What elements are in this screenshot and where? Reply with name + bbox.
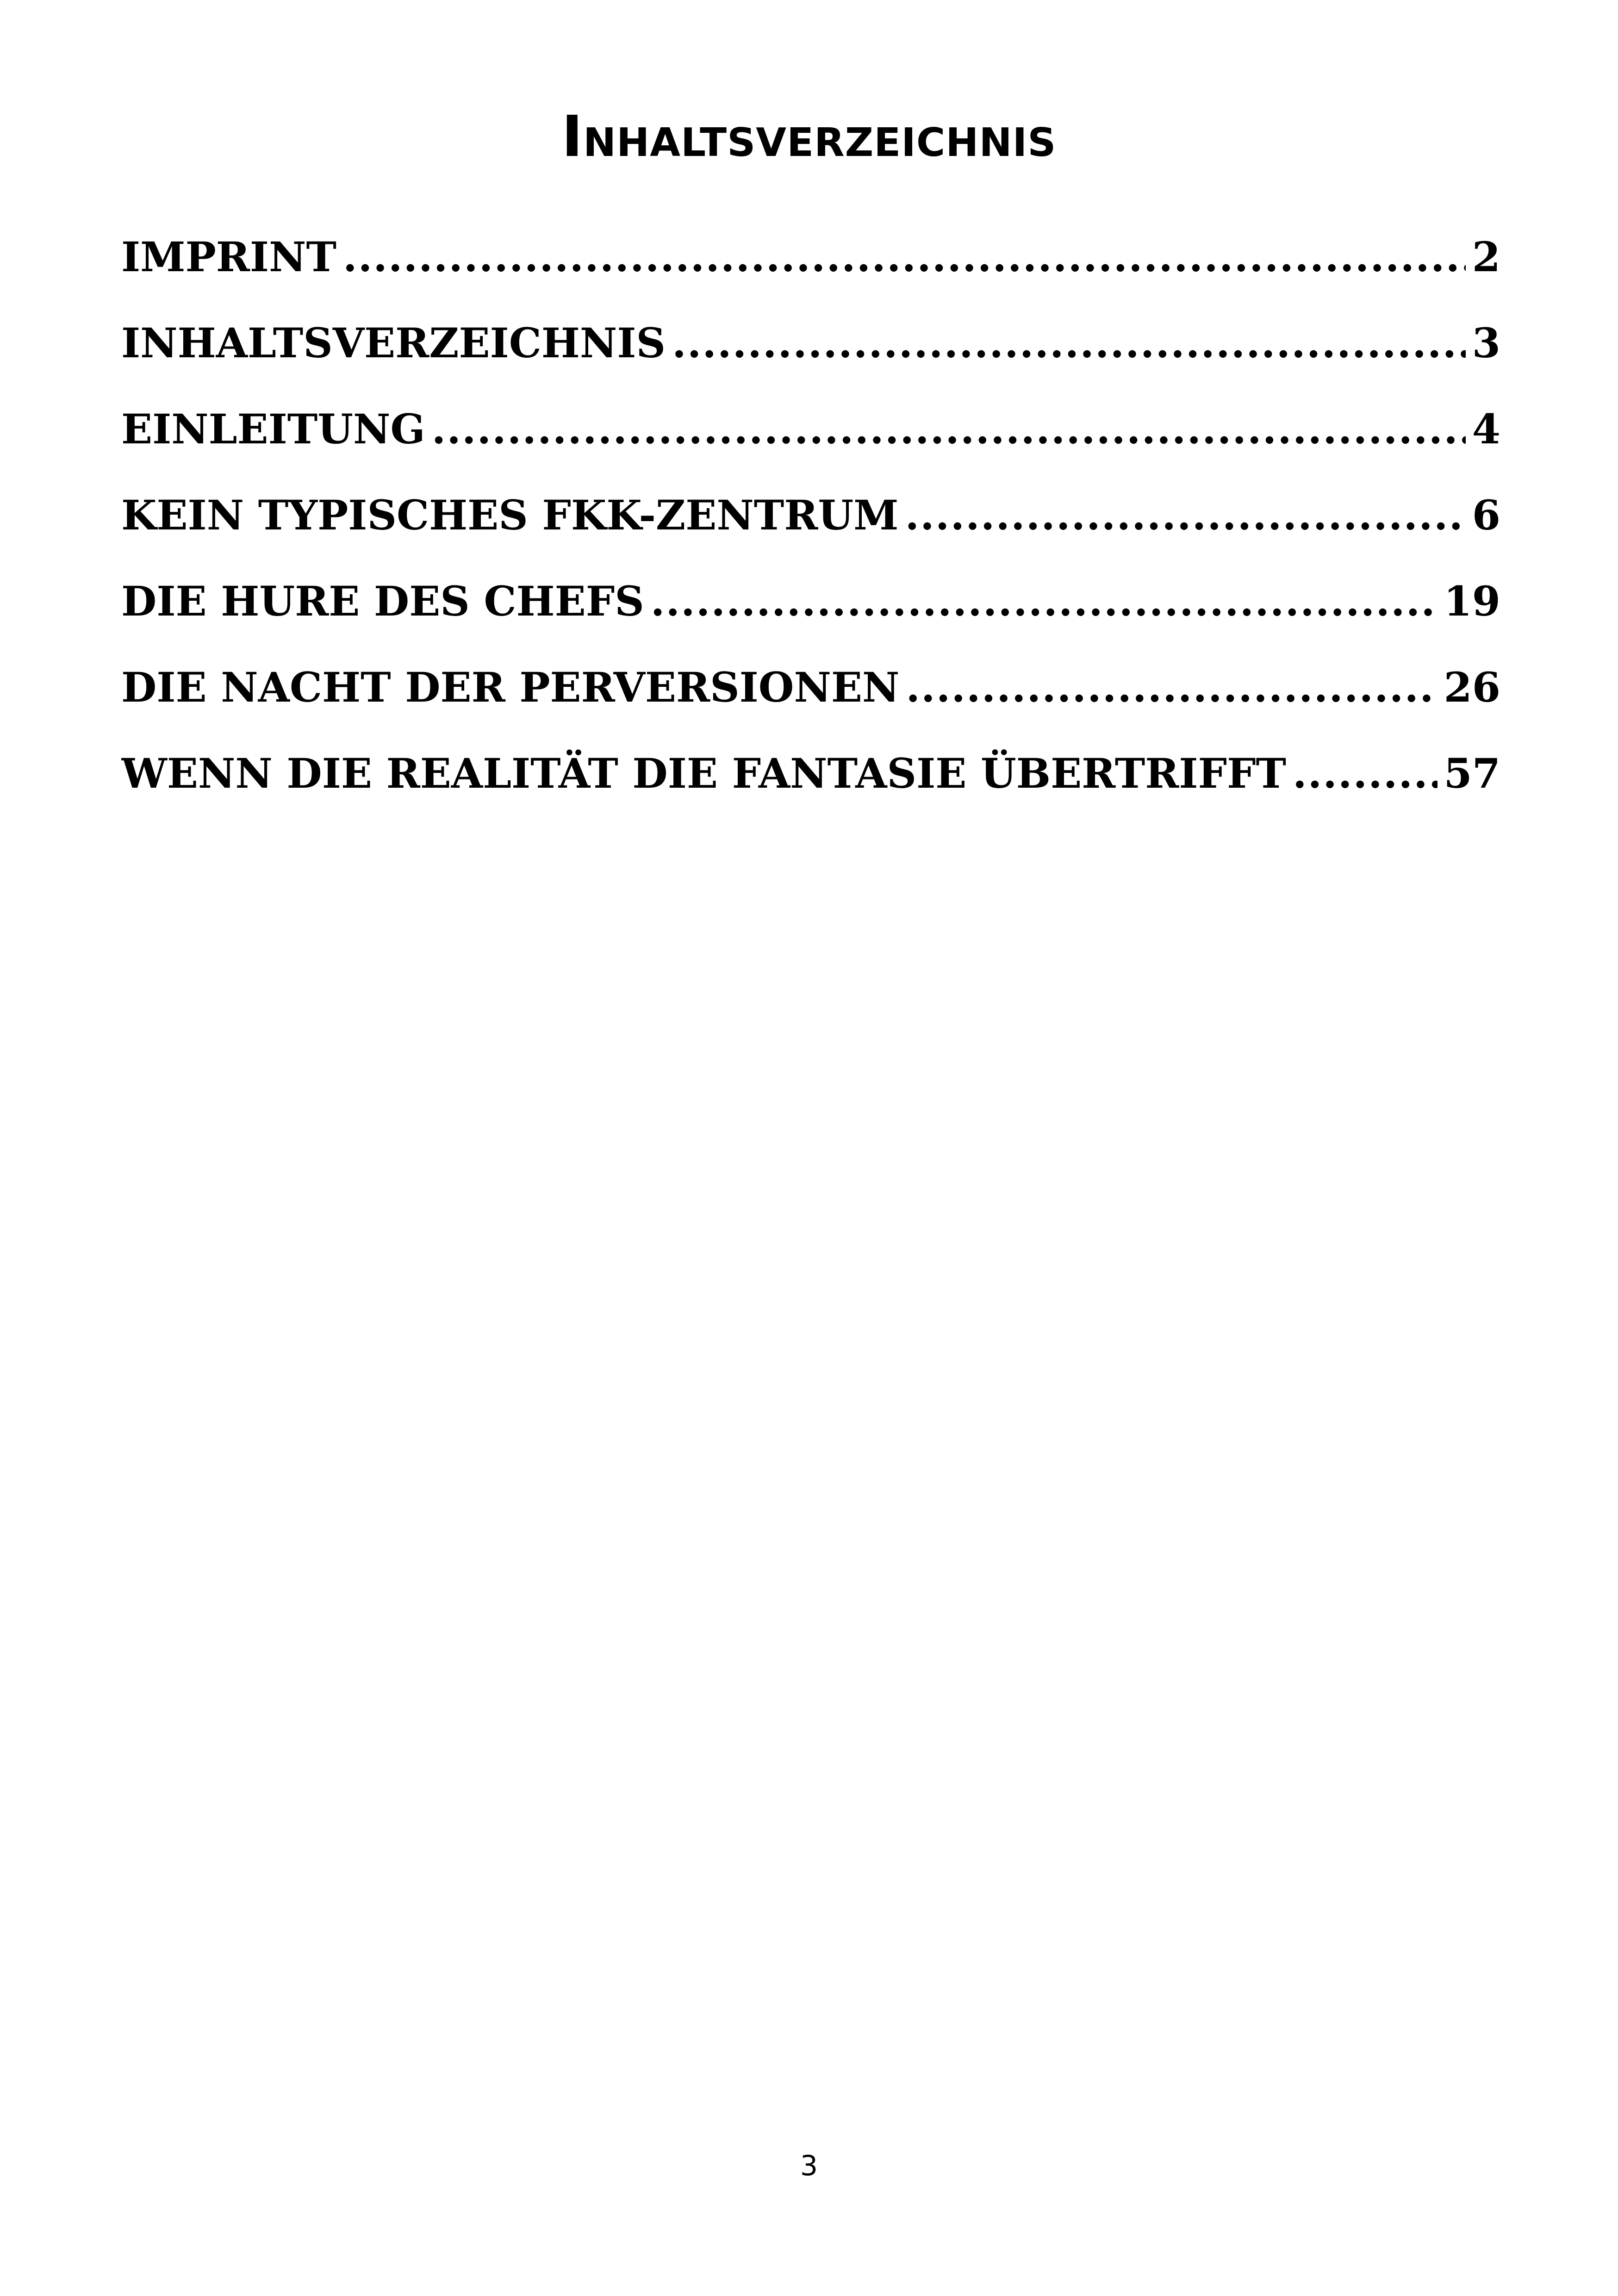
toc-dot-leader [343,231,1466,282]
toc-entry-page: 2 [1472,233,1500,281]
toc-entry-einleitung[interactable] [121,404,1500,490]
toc-entry-title: IMPRINT [121,233,336,281]
page-title: Inhaltsverzeichnis [561,104,1057,169]
toc-entry-imprint[interactable] [121,231,1500,317]
toc-dot-leader [432,404,1466,454]
table-of-contents [121,231,1500,834]
toc-entry-kein-typisches-fkk-zentrum[interactable] [121,490,1500,576]
toc-entry-page: 3 [1472,319,1500,367]
toc-entry-die-hure-des-chefs[interactable] [121,576,1500,662]
toc-entry-page: 26 [1444,663,1500,711]
toc-entry-page: 57 [1444,749,1500,797]
toc-dot-leader [905,490,1466,541]
toc-dot-leader [1293,748,1438,799]
toc-entry-wenn-die-realitaet[interactable] [121,748,1500,834]
toc-entry-title: DIE HURE DES CHEFS [121,577,644,625]
toc-entry-title: INHALTSVERZEICHNIS [121,319,666,367]
toc-entry-title: WENN DIE REALITÄT DIE FANTASIE ÜBERTRIFFT [121,749,1286,797]
toc-entry-die-nacht-der-perversionen[interactable] [121,662,1500,748]
toc-entry-page: 4 [1472,405,1500,453]
toc-entry-page: 6 [1472,491,1500,539]
toc-entry-inhaltsverzeichnis[interactable] [121,317,1500,404]
page-number: 3 [800,2150,818,2182]
toc-dot-leader [651,576,1438,627]
toc-dot-leader [906,662,1437,713]
toc-entry-title: KEIN TYPISCHES FKK-ZENTRUM [121,491,899,539]
toc-dot-leader [672,317,1466,368]
toc-entry-title: EINLEITUNG [121,405,425,453]
toc-entry-page: 19 [1444,577,1500,625]
toc-entry-title: DIE NACHT DER PERVERSIONEN [121,663,900,711]
